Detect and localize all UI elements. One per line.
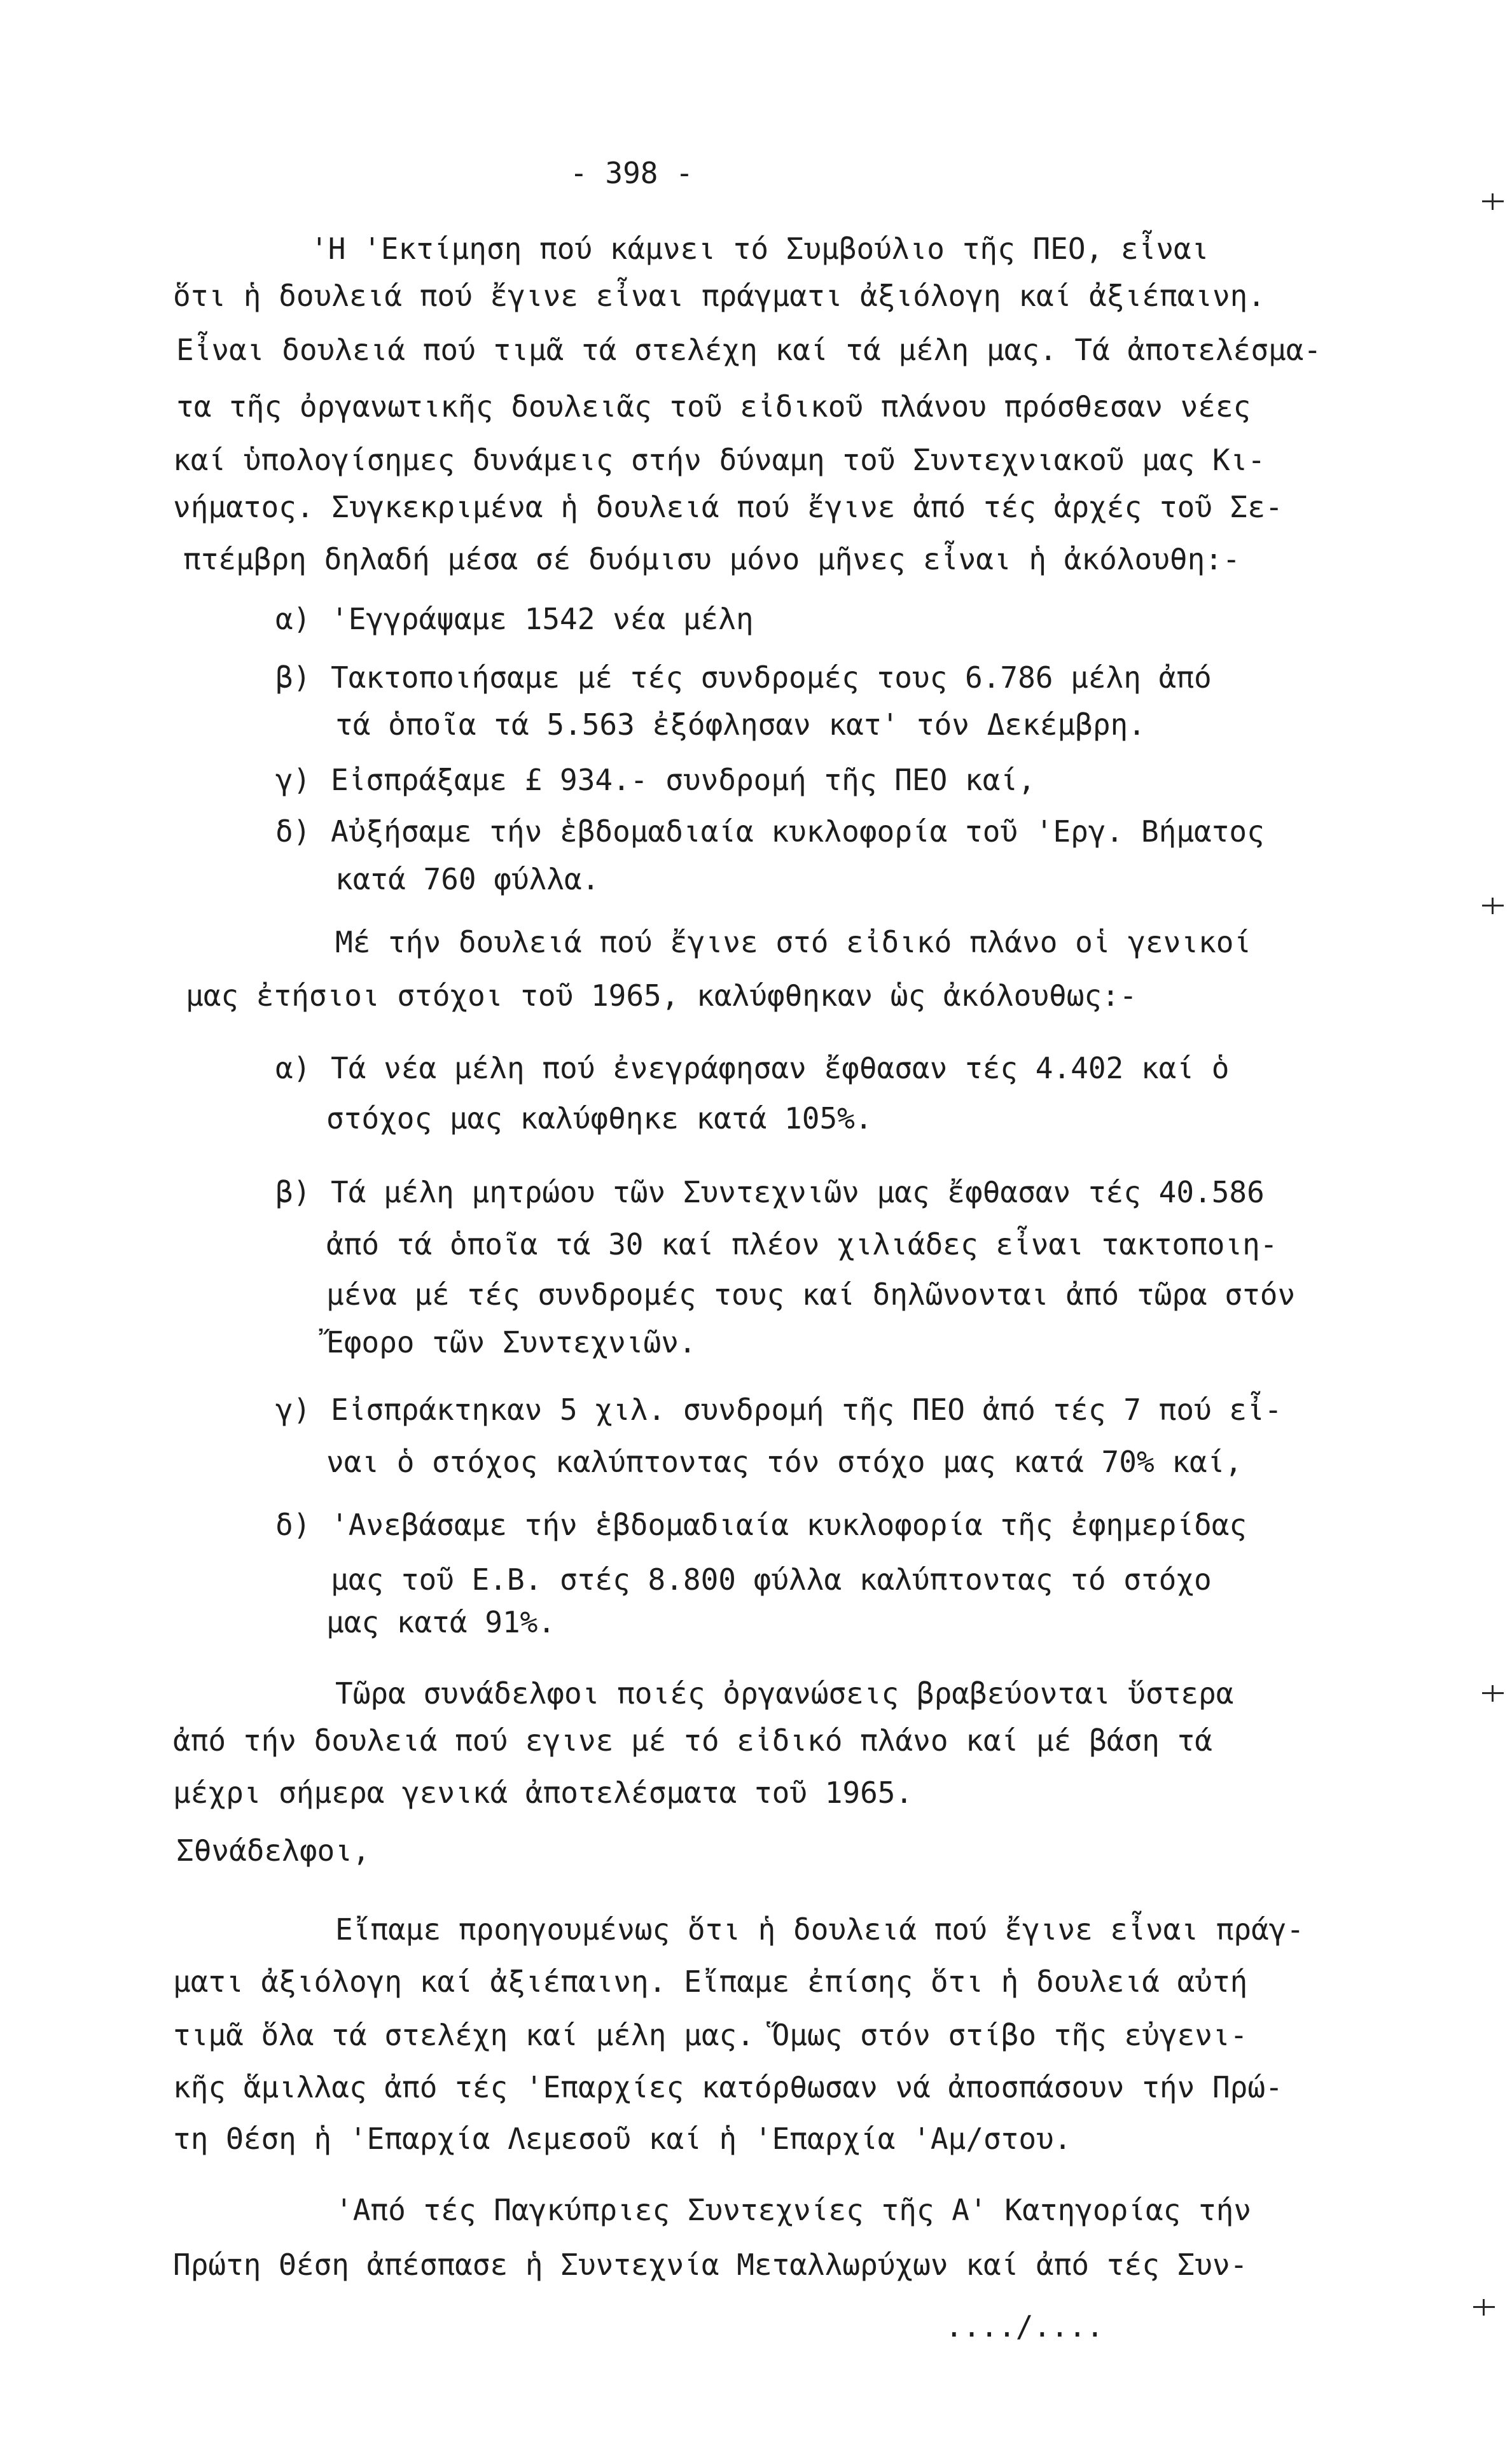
paragraph-line: τη Θέση ἡ 'Επαρχία Λεμεσοῦ καί ἡ 'Επαρχία 'Αμ/στου. <box>173 2122 1072 2156</box>
list-item-continuation: στόχος μας καλύφθηκε κατά 105%. <box>326 1101 873 1136</box>
list-item <box>275 1050 1229 1086</box>
paragraph-line: ἀπό τήν δουλειά πού εγινε μέ τό εἰδικό πλάνο καί μέ βάση τά <box>173 1723 1212 1758</box>
list-item-text: Εἰσπράκτηκαν 5 χιλ. συνδρομή τῆς ΠΕΟ ἀπό τές 7 πού εἶ- <box>331 1393 1282 1427</box>
list-item-continuation: Ἔφορο τῶν Συντεχνιῶν. <box>326 1325 697 1359</box>
paragraph-line: κῆς ἅμιλλας ἀπό τές 'Επαρχίες κατόρθωσαν νά ἀποσπάσουν τήν Πρώ- <box>173 2070 1283 2104</box>
paragraph-line: μέχρι σήμερα γενικά ἀποτελέσματα τοῦ 1965. <box>173 1775 913 1810</box>
list-item-label: β) <box>275 660 311 695</box>
list-item-label: γ) <box>275 1393 311 1427</box>
list-item-continuation: μένα μέ τές συνδρομές τους καί δηλῶνονται ἀπό τῶρα στόν <box>326 1277 1296 1312</box>
registration-mark <box>1482 191 1504 212</box>
list-item-label: α) <box>275 1051 311 1085</box>
list-item-text: Τά νέα μέλη πού ἐνεγράφησαν ἔφθασαν τές 4.402 καί ὁ <box>331 1051 1230 1085</box>
paragraph-line: τιμᾶ ὅλα τά στελέχη καί μέλη μας. Ὅμως στόν στίβο τῆς εὐγενι- <box>173 2018 1248 2052</box>
list-item-text: Εἰσπράξαμε £ 934.- συνδρομή τῆς ΠΕΟ καί, <box>331 763 1036 797</box>
list-item <box>275 1507 1247 1543</box>
list-item <box>275 1392 1282 1428</box>
list-item-continuation: μας τοῦ Ε.Β. στές 8.800 φύλλα καλύπτοντας τό στόχο <box>331 1562 1212 1597</box>
page-number: - 398 - <box>570 156 693 190</box>
list-item-continuation: ἀπό τά ὁποῖα τά 30 καί πλέον χιλιάδες εἶναι τακτοποιη- <box>326 1227 1278 1261</box>
list-item-label: γ) <box>275 763 311 797</box>
list-item-continuation: τά ὁποῖα τά 5.563 ἐξόφλησαν κατ' τόν Δεκέμβρη. <box>335 707 1146 742</box>
list-item <box>275 660 1212 695</box>
list-item-text: 'Εγγράψαμε 1542 νέα μέλη <box>331 602 754 636</box>
list-item-continuation: ναι ὁ στόχος καλύπτοντας τόν στόχο μας κατά 70% καί, <box>326 1445 1243 1479</box>
registration-mark <box>1473 2297 1495 2318</box>
continuation-mark: ..../.... <box>945 2309 1104 2344</box>
list-item <box>275 1174 1265 1210</box>
list-item-text: 'Ανεβάσαμε τήν ἑβδομαδιαία κυκλοφορία τῆς ἐφημερίδας <box>331 1508 1247 1542</box>
paragraph-line: μας ἐτήσιοι στόχοι τοῦ 1965, καλύφθηκαν ὡς ἀκόλουθως:- <box>186 978 1137 1013</box>
list-item-continuation: κατά 760 φύλλα. <box>335 862 600 896</box>
paragraph-line: 'Από τές Παγκύπριες Συντεχνίες τῆς Α' Κατηγορίας τήν <box>335 2193 1252 2227</box>
list-item <box>275 814 1265 849</box>
list-item-label: β) <box>275 1175 311 1209</box>
paragraph-line: Μέ τήν δουλειά πού ἔγινε στό εἰδικό πλάνο οἱ γενικοί <box>335 925 1252 959</box>
registration-mark <box>1482 1683 1504 1704</box>
salutation: Σθνάδελφοι, <box>176 1833 370 1868</box>
list-item-label: δ) <box>275 814 311 849</box>
list-item <box>275 762 1036 798</box>
paragraph-line: ὅτι ἡ δουλειά πού ἔγινε εἶναι πράγματι ἀξιόλογη καί ἀξιέπαινη. <box>173 279 1266 313</box>
list-item <box>275 601 754 637</box>
list-item-text: Τακτοποιήσαμε μέ τές συνδρομές τους 6.786 μέλη ἀπό <box>331 660 1212 695</box>
paragraph-line: ματι ἀξιόλογη καί ἀξιέπαινη. Εἴπαμε ἐπίσης ὅτι ἡ δουλειά αὐτή <box>173 1964 1248 1999</box>
paragraph-line: Εἶναι δουλειά πού τιμᾶ τά στελέχη καί τά μέλη μας. Τά ἀποτελέσμα- <box>176 333 1322 367</box>
registration-mark <box>1482 895 1504 917</box>
list-item-continuation: μας κατά 91%. <box>326 1605 556 1639</box>
list-item-text: Αὐξήσαμε τήν ἑβδομαδιαία κυκλοφορία τοῦ 'Εργ. Βήματος <box>331 814 1265 849</box>
paragraph-line: πτέμβρη δηλαδή μέσα σέ δυόμισυ μόνο μῆνες εἶναι ἡ ἀκόλουθη:- <box>183 542 1240 576</box>
list-item-label: δ) <box>275 1508 311 1542</box>
list-item-text: Τά μέλη μητρώου τῶν Συντεχνιῶν μας ἔφθασαν τές 40.586 <box>331 1175 1265 1209</box>
paragraph-line: 'Η 'Εκτίμηση πού κάμνει τό Συμβούλιο τῆς ΠΕΟ, εἶναι <box>310 232 1209 266</box>
paragraph-line: Πρώτη Θέση ἀπέσπασε ἡ Συντεχνία Μεταλλωρύχων καί ἀπό τές Συν- <box>173 2248 1248 2282</box>
paragraph-line: τα τῆς ὀργανωτικῆς δουλειᾶς τοῦ εἰδικοῦ πλάνου πρόσθεσαν νέες <box>176 389 1251 424</box>
list-item-label: α) <box>275 602 311 636</box>
paragraph-line: νήματος. Συγκεκριμένα ἡ δουλειά πού ἔγινε ἀπό τές ἀρχές τοῦ Σε- <box>173 490 1283 524</box>
paragraph-line: Τῶρα συνάδελφοι ποιές ὀργανώσεις βραβεύονται ὕστερα <box>335 1676 1234 1711</box>
paragraph-line: καί ὑπολογίσημες δυνάμεις στήν δύναμη τοῦ Συντεχνιακοῦ μας Κι- <box>173 443 1266 477</box>
paragraph-line: Εἴπαμε προηγουμένως ὅτι ἡ δουλειά πού ἔγινε εἶναι πράγ- <box>335 1912 1305 1947</box>
